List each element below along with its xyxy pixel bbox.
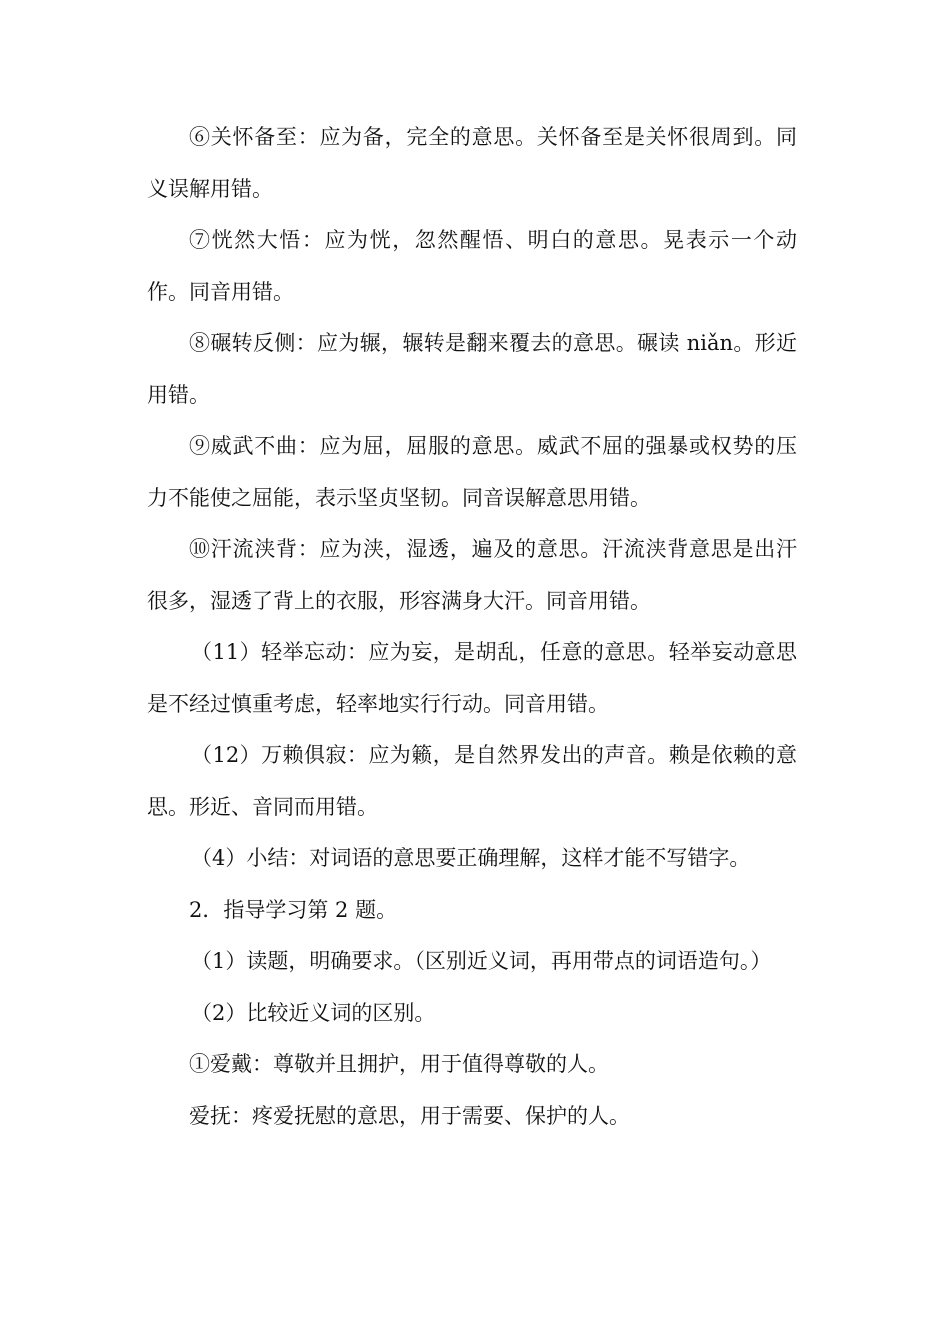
paragraph: ⑩汗流浃背：应为浃，湿透，遍及的意思。汗流浃背意思是出汗很多，湿透了背上的衣服，形容满身大汗。同音用错。	[147, 537, 797, 613]
paragraph: ⑦恍然大悟：应为恍，忽然醒悟、明白的意思。晃表示一个动作。同音用错。	[147, 228, 797, 304]
paragraph: （1）读题，明确要求。（区别近义词，再用带点的词语造句。）	[191, 949, 772, 973]
paragraph: 爱抚：疼爱抚慰的意思，用于需要、保护的人。	[189, 1103, 630, 1128]
paragraph: ⑧碾转反侧：应为辗，辗转是翻来覆去的意思。碾读 niǎn。形近用错。	[147, 331, 797, 407]
paragraph: ⑨威武不曲：应为屈，屈服的意思。威武不屈的强暴或权势的压力不能使之屈能，表示坚贞坚韧。同音误解意思用错。	[147, 434, 797, 510]
paragraph: 2．指导学习第 2 题。	[189, 897, 398, 922]
paragraph: （2）比较近义词的区别。	[191, 1000, 436, 1025]
paragraph: ①爱戴：尊敬并且拥护，用于值得尊敬的人。	[189, 1052, 609, 1076]
paragraph: （12）万赖俱寂：应为籁，是自然界发出的声音。赖是依赖的意思。形近、音同而用错。	[147, 743, 797, 819]
paragraph: （11）轻举忘动：应为妄，是胡乱，任意的意思。轻举妄动意思是不经过慎重考虑，轻率地实行行动。同音用错。	[147, 640, 797, 716]
paragraph: （4）小结：对词语的意思要正确理解，这样才能不写错字。	[191, 846, 751, 870]
document-page	[147, 112, 797, 1142]
paragraph: ⑥关怀备至：应为备，完全的意思。关怀备至是关怀很周到。同义误解用错。	[147, 125, 797, 201]
